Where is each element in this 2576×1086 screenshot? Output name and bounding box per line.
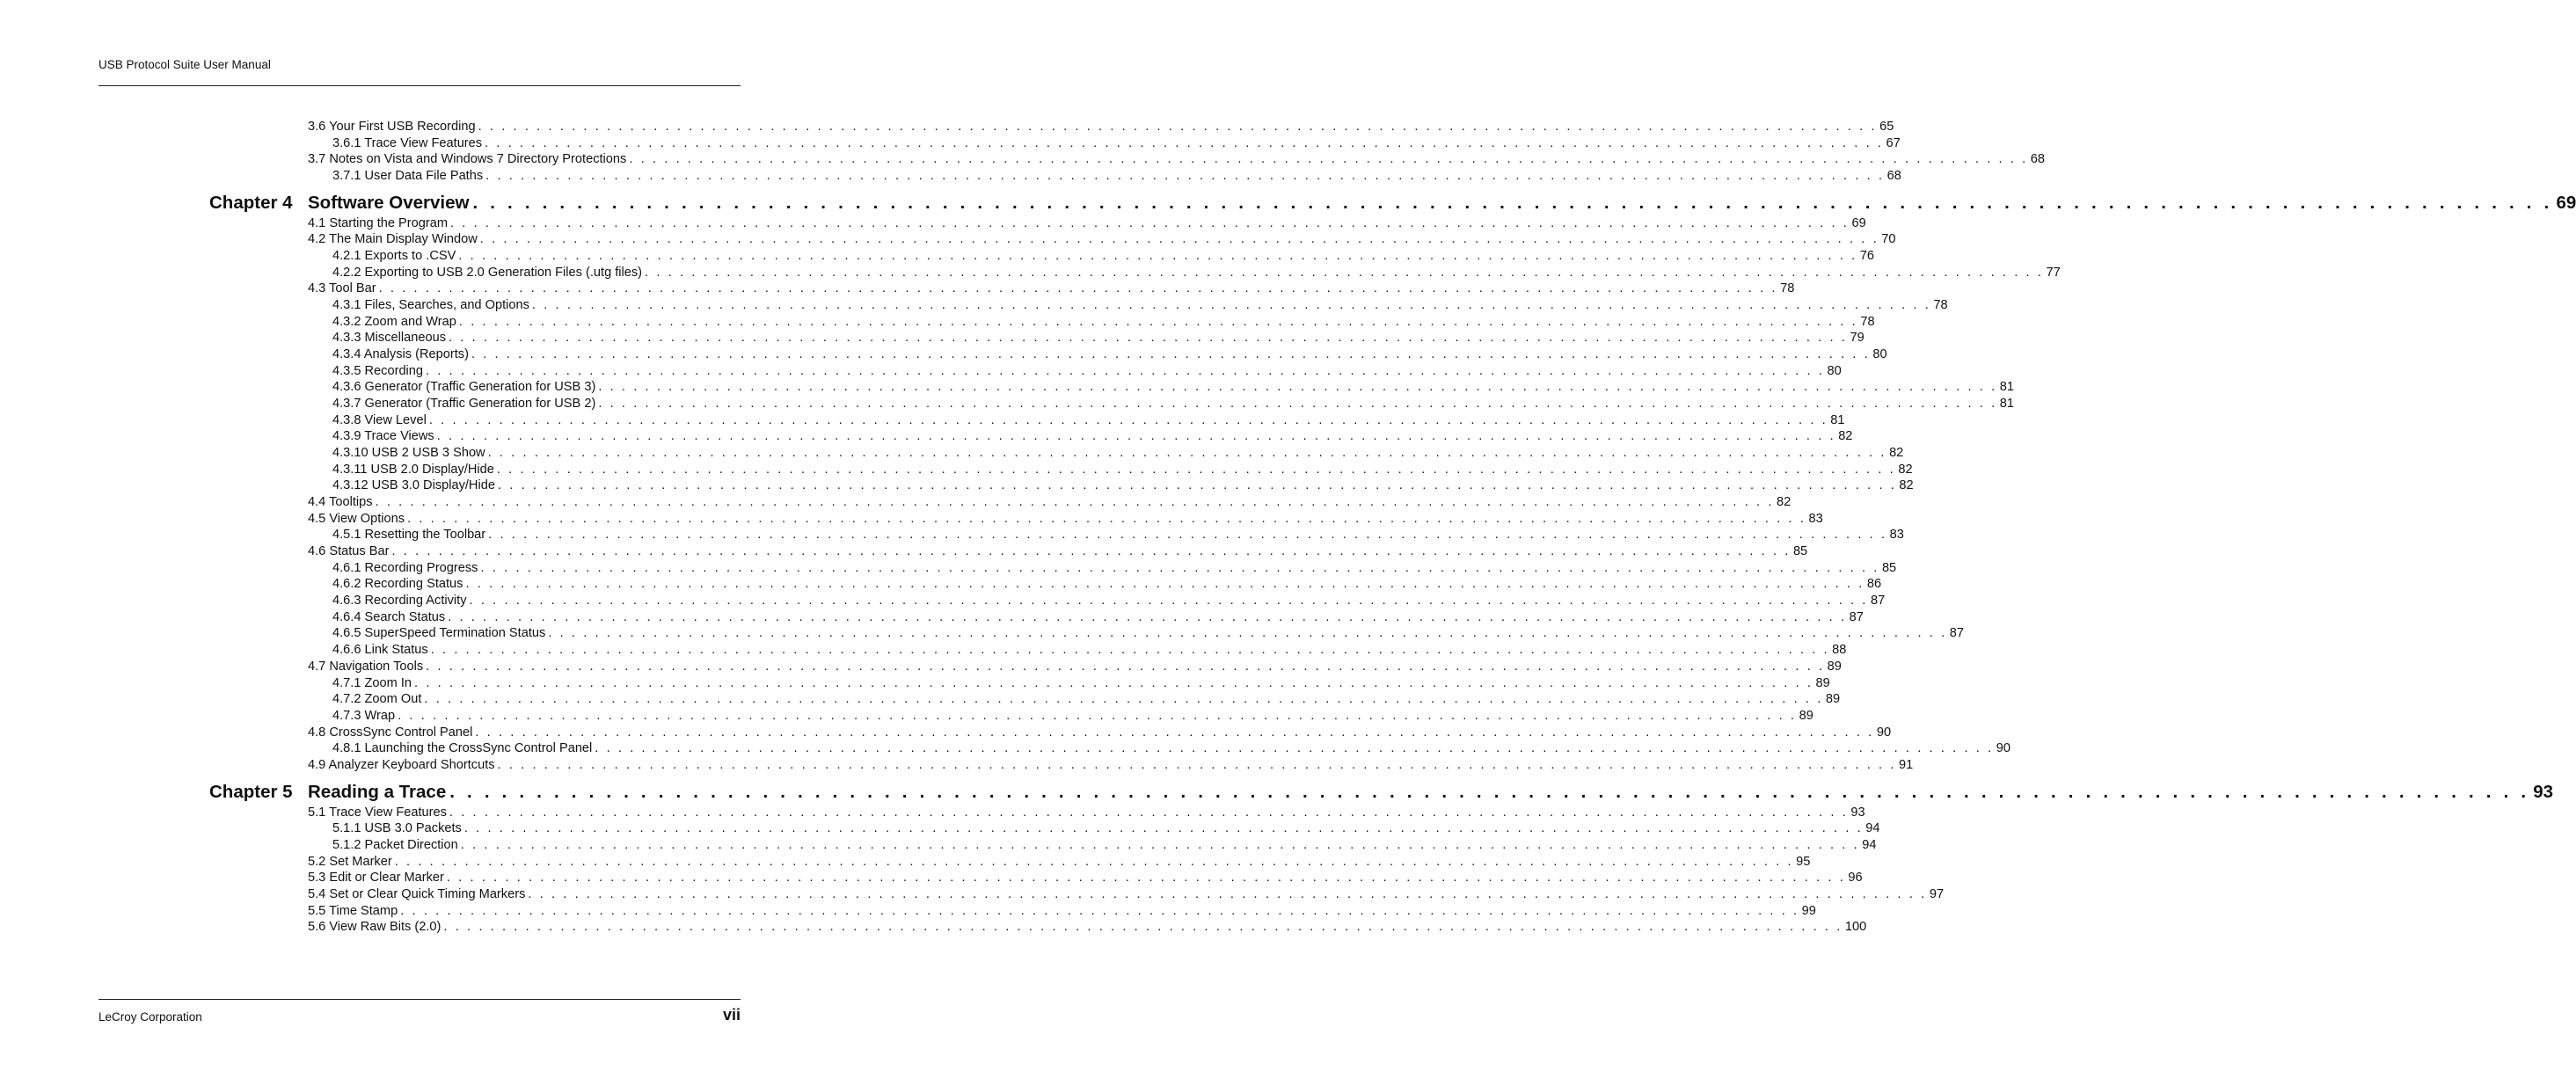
toc-page-number: 82 bbox=[1838, 429, 1853, 444]
toc-page-number: 82 bbox=[1889, 446, 1904, 461]
toc-page-number: 87 bbox=[1870, 594, 1886, 609]
toc-page-number: 93 bbox=[1850, 805, 1865, 820]
toc-entry[interactable] bbox=[0, 346, 1887, 363]
toc-entry-title: 4.3 Tool Bar bbox=[308, 281, 376, 296]
toc-page-number: 77 bbox=[2046, 265, 2061, 280]
running-header: USB Protocol Suite User Manual bbox=[99, 58, 271, 71]
toc-entry-title: 4.6 Status Bar bbox=[308, 544, 390, 559]
dot-leader: . . . . . . . . . . . . . . . . . . . . . . . . . . . . . . . . . . . . . . . . . . . . . . . . . . . . . . . . . . . . . . . . . . . . . . . . . . . . . . . . . . . . . . . . . . . . . . . . . . . . . . . . . . . . . . . . . . . . . . . . bbox=[426, 363, 1825, 378]
toc-page-number: 97 bbox=[1929, 886, 1945, 901]
chapter-label: Chapter 4 bbox=[209, 192, 293, 213]
toc-page-number: 82 bbox=[1899, 478, 1914, 493]
toc-page-number: 69 bbox=[1851, 215, 1866, 230]
dot-leader: . . . . . . . . . . . . . . . . . . . . . . . . . . . . . . . . . . . . . . . . . . . . . . . . . . . . . . . . . . . . . . . . . . . . . . . . . . . . . . . . . . . . . . . . . . . . . . . . . . . . . . . . . . . . . . . . . . . . . . . . bbox=[598, 380, 1997, 395]
table-of-contents bbox=[0, 119, 2576, 936]
dot-leader: . . . . . . . . . . . . . . . . . . . . . . . . . . . . . . . . . . . . . . . . . . . . . . . . . . . . . . . . . . . . . . . . . . . . . . . . . . . . . . . . . . . . . . . . . . . . . . . . . . . . . . . . . . . . . . . . . . . . . . . . bbox=[460, 837, 1860, 852]
toc-page-number: 70 bbox=[1881, 232, 1896, 247]
dot-leader: . . . . . . . . . . . . . . . . . . . . . . . . . . . . . . . . . . . . . . . . . . . . . . . . . . . . . . . . . . . . . . . . . . . . . . . . . . . . . . . . . . . . . . . . . . . . . . . . . . . . . . . . . . . . . . . . . . . . . . . . bbox=[458, 249, 1857, 264]
dot-leader: . . . . . . . . . . . . . . . . . . . . . . . . . . . . . . . . . . . . . . . . . . . . . . . . . . . . . . . . . . . . . . . . . . . . . . . . . . . . . . . . . . . . . . . . . . . . . . . . . . . . . . . . . . . . . . . . . . . . . . . . bbox=[528, 886, 1927, 901]
toc-page-number: 91 bbox=[1899, 757, 1914, 772]
dot-leader: . . . . . . . . . . . . . . . . . . . . . . . . . . . . . . . . . . . . . . . . . . . . . . . . . . . . . . . . . . . . . . . . . . . . . . . . . . . . . . . . . . . . . . . . . . . . . . . . . . . . . . . . . . . . . . . . . . . . . . . . bbox=[448, 609, 1847, 624]
dot-leader: . . . . . . . . . . . . . . . . . . . . . . . . . . . . . . . . . . . . . . . . . . . . . . . . . . . . . . . . . . . . . . . . . . . . . . . . . . . . . . . . . . . . . . . . . . . . . . . . . . . . . . . . . . . . . . . . . . . . . . . . bbox=[469, 594, 1868, 609]
toc-entry[interactable] bbox=[0, 494, 1792, 511]
toc-entry[interactable] bbox=[0, 428, 1853, 445]
toc-entry-title: 5.4 Set or Clear Quick Timing Markers bbox=[308, 886, 526, 901]
toc-page-number: 90 bbox=[1996, 741, 2010, 756]
dot-leader: . . . . . . . . . . . . . . . . . . . . . . . . . . . . . . . . . . . . . . . . . . . . . . . . . . . . . . . . . . . . . . . . . . . . . . . . . . . . . . . . . . . . . . . . . . . . . . . . . . . . . . . . . . . . . . . . . . . . . . . . bbox=[463, 821, 1864, 836]
toc-entry-title: 4.2.2 Exporting to USB 2.0 Generation Files (.utg files) bbox=[332, 265, 643, 280]
toc-entry-title: 4.3.9 Trace Views bbox=[332, 429, 434, 444]
toc-entry-title: 3.7 Notes on Vista and Windows 7 Directory Protections bbox=[308, 152, 627, 167]
toc-page-number: 69 bbox=[2556, 192, 2576, 213]
toc-entry[interactable] bbox=[0, 462, 1913, 478]
toc-entry-title: Reading a Trace bbox=[308, 781, 447, 802]
dot-leader: . . . . . . . . . . . . . . . . . . . . . . . . . . . . . . . . . . . . . . . . . . . . . . . . . . . . . . . . . . . . . . . . . . . . . . . . . . . . . . . . . . . . . . . . . . . . . . . . . . . . . . . . . . . . . . . . . . . . . . . . bbox=[598, 397, 1997, 412]
toc-entry[interactable] bbox=[0, 625, 1964, 642]
toc-entry[interactable] bbox=[0, 511, 1823, 528]
toc-entry[interactable] bbox=[0, 135, 1901, 152]
dot-leader: . . . . . . . . . . . . . . . . . . . . . . . . . . . . . . . . . . . . . . . . . . . . . . . . . . . . . . . . . . . . . . . . . . . . . . . . . . . . . . . . . . . . . . . . . . . . . . . . . . . . . . . . . . . . . . . . . . . . . . . . bbox=[629, 152, 2028, 167]
dot-leader: . . . . . . . . . . . . . . . . . . . . . . . . . . . . . . . . . . . . . . . . . . . . . . . . . . . . . . . . . . . . . . . . . . . . . . . . . . . . . . . . . . . . . . . . . . . . . . . . . . . . . . . . . . . . . . . . . . . . . . . . bbox=[394, 854, 1794, 869]
toc-entry[interactable] bbox=[0, 708, 1813, 725]
toc-page-number: 81 bbox=[1830, 412, 1845, 427]
toc-chapter-heading[interactable] bbox=[0, 187, 2576, 218]
dot-leader: . . . . . . . . . . . . . . . . . . . . . . . . . . . . . . . . . . . . . . . . . . . . . . . . . . . . . . . . . . . . . . . . . . . . . . . . . . . . . . . . . . . . . . . . . . . . . . . . . . . . . . . . . . . . . . . . . . . . . . . . bbox=[480, 560, 1879, 575]
toc-entry-title: 4.3.8 View Level bbox=[332, 412, 427, 427]
chapter-label: Chapter 5 bbox=[209, 781, 293, 802]
toc-page-number: 94 bbox=[1862, 837, 1877, 852]
toc-entry-title: 4.9 Analyzer Keyboard Shortcuts bbox=[308, 757, 495, 772]
toc-page-number: 89 bbox=[1825, 692, 1841, 707]
toc-entry-title: 4.8 CrossSync Control Panel bbox=[308, 725, 473, 740]
toc-entry[interactable] bbox=[0, 820, 1880, 837]
toc-entry[interactable] bbox=[0, 757, 1914, 774]
toc-entry-title: 4.3.7 Generator (Traffic Generation for USB 2) bbox=[332, 397, 596, 412]
toc-entry[interactable] bbox=[0, 725, 1892, 741]
toc-entry-title: 4.7.2 Zoom Out bbox=[332, 692, 422, 707]
toc-entry-title: 3.6.1 Trace View Features bbox=[332, 135, 483, 150]
toc-entry[interactable] bbox=[0, 330, 1864, 346]
dot-leader: . . . . . . . . . . . . . . . . . . . . . . . . . . . . . . . . . . . . . . . . . . . . . . . . . . . . . . . . . . . . . . . . . . . . . . . . . . . . . . . . . . . . . . . . . . . . . . . . . . . . . . . . . . . . . . . . . . . . . . . . bbox=[595, 741, 1994, 756]
toc-page-number: 68 bbox=[1886, 169, 1901, 184]
toc-entry[interactable] bbox=[0, 593, 1886, 609]
dot-leader: . . . . . . . . . . . . . . . . . . . . . . . . . . . . . . . . . . . . . . . . . . . . . . . . . . . . . . . . . . . . . . . . . . . . . . . . . . . . . . . . . . . . . . . . . . . . . . . . . . . . . . . . . . . . . . . . . . . . . . . . bbox=[478, 120, 1878, 134]
toc-entry[interactable] bbox=[0, 740, 2010, 757]
footer-company: LeCroy Corporation bbox=[99, 1010, 202, 1024]
toc-entry-title: 4.5.1 Resetting the Toolbar bbox=[332, 528, 486, 543]
dot-leader: . . . . . . . . . . . . . . . . . . . . . . . . . . . . . . . . . . . . . . . . . . . . . . . . . . . . . . . . . . . . . . . . . . . . . . . . . . . . . . . . . . . . . . . . . . . . . . . . . . . . . . . . . . . . . . . . . . . . . . . . bbox=[645, 265, 2044, 280]
dot-leader: . . . . . . . . . . . . . . . . . . . . . . . . . . . . . . . . . . . . . . . . . . . . . . . . . . . . . . . . . . . . . . . . . . . . . . . . . . . . . . . . . . . . . . . . . . . . . . . . . . . . . . . . . . . . . . . . . . . . . . . . bbox=[426, 659, 1825, 674]
dot-leader: . . . . . . . . . . . . . . . . . . . . . . . . . . . . . . . . . . . . . . . . . . . . . . . . . . . . . . . . . . . . . . . . . . . . . . . . . . . . . . . . . . . . . . . . . . . . . . . . . . . . . . . . . . . . . . . . . . . . . . . . bbox=[497, 478, 1897, 493]
dot-leader: . . . . . . . . . . . . . . . . . . . . . . . . . . . . . . . . . . . . . . . . . . . . . . . . . . . . . . . . . . . . . . . . . . . . . . . . . . . . . . . . . . . . . . . . . . . . . . . . . . . . . . . . . . . . . . . . . . . . . . . . bbox=[430, 643, 1830, 658]
toc-entry-title: 5.5 Time Stamp bbox=[308, 903, 398, 918]
toc-chapter-heading[interactable] bbox=[0, 776, 2554, 807]
toc-entry-title: 4.6.3 Recording Activity bbox=[332, 594, 467, 609]
toc-entry-title: 3.7.1 User Data File Paths bbox=[332, 169, 484, 184]
dot-leader: . . . . . . . . . . . . . . . . . . . . . . . . . . . . . . . . . . . . . . . . . . . . . . . . . . . . . . . . . . . . . . . . . . . . . . . . . . . . . . . . . . . . . . . . . . . . . . . . . . . . . . . . . . . . . . . . . . . . . . . . bbox=[488, 528, 1887, 543]
toc-page-number: 78 bbox=[1860, 314, 1875, 329]
toc-page-number: 95 bbox=[1796, 854, 1811, 869]
toc-entry-title: 4.1 Starting the Program bbox=[308, 215, 448, 230]
dot-leader: . . . . . . . . . . . . . . . . . . . . . . . . . . . . . . . . . . . . . . . . . . . . . . . . . . . . . . . . . . . . . . . . . . . . . . . . . . . . . . . . . . . . . . . . . . . . . . . . . . . . . . . . . . . . . . . . . . . . . . . . bbox=[391, 544, 1791, 559]
dot-leader: . . . . . . . . . . . . . . . . . . . . . . . . . . . . . . . . . . . . . . . . . . . . . . . . . . . . . . . . . . . . . . . . . . . . . . . . . . . . . . . . . . . . . . . . . . . . . . . . . . . . . . . . . . . . . . . . . . . . . . . . bbox=[485, 135, 1884, 150]
toc-entry[interactable] bbox=[0, 609, 1864, 626]
toc-page-number: 88 bbox=[1832, 643, 1847, 658]
toc-entry-title: 5.6 View Raw Bits (2.0) bbox=[308, 920, 441, 935]
toc-page-number: 82 bbox=[1777, 495, 1792, 510]
toc-entry-title: 4.7 Navigation Tools bbox=[308, 659, 424, 674]
toc-page-number: 93 bbox=[2533, 781, 2554, 802]
toc-entry[interactable] bbox=[0, 886, 1945, 903]
toc-entry-title: 4.3.5 Recording bbox=[332, 363, 424, 378]
toc-page-number: 100 bbox=[1844, 920, 1867, 935]
dot-leader: . . . . . . . . . . . . . . . . . . . . . . . . . . . . . . . . . . . . . . . . . . . . . . . . . . . . . . . . . . . . . . . . . . . . . . . . . . . . . . . . . . . . . . . . . . . . . . . . . . . . . . . . . . . . . . . . . . . . . . . . bbox=[496, 462, 1896, 477]
toc-entry-title: 4.3.10 USB 2 USB 3 Show bbox=[332, 446, 485, 461]
toc-entry-title: 4.4 Tooltips bbox=[308, 495, 373, 510]
dot-leader: . . . . . . . . . . . . . . . . . . . . . . . . . . . . . . . . . . . . . . . . . . . . . . . . . . . . . . . . . . . . . . . . . . . . . . . . . . . . . . . . . . . . . . . . . . . . . . . . . . . . . . . . . . . . . . . . . . . . . . . . bbox=[436, 429, 1836, 444]
toc-entry[interactable] bbox=[0, 837, 1877, 854]
toc-entry-title: 5.2 Set Marker bbox=[308, 854, 392, 869]
dot-leader: . . . . . . . . . . . . . . . . . . . . . . . . . . . . . . . . . . . . . . . . . . . . . . . . . . . . . . . . . . . . . . . . . . . . . . . . . . . . . . . . . . . . . . . . . . . . . . . . . . . . . . . . . . . . . . . . . . . . . . . . bbox=[449, 781, 2530, 802]
toc-entry[interactable] bbox=[0, 151, 2046, 168]
toc-entry-title: 4.5 View Options bbox=[308, 511, 405, 526]
page-number: vii bbox=[722, 1006, 741, 1024]
toc-page-number: 86 bbox=[1866, 577, 1882, 592]
toc-entry[interactable] bbox=[0, 543, 1808, 560]
toc-entry-title: 4.8.1 Launching the CrossSync Control Panel bbox=[332, 741, 593, 756]
toc-entry-title: 4.6.5 SuperSpeed Termination Status bbox=[332, 626, 546, 641]
toc-entry[interactable] bbox=[0, 215, 1866, 232]
toc-page-number: 78 bbox=[1780, 281, 1795, 296]
toc-page-number: 94 bbox=[1865, 821, 1880, 836]
toc-entry[interactable] bbox=[0, 691, 1841, 708]
toc-page-number: 68 bbox=[2030, 152, 2046, 167]
toc-page-number: 83 bbox=[1889, 528, 1904, 543]
toc-entry[interactable] bbox=[0, 168, 1901, 185]
toc-entry[interactable] bbox=[0, 576, 1882, 593]
dot-leader: . . . . . . . . . . . . . . . . . . . . . . . . . . . . . . . . . . . . . . . . . . . . . . . . . . . . . . . . . . . . . . . . . . . . . . . . . . . . . . . . . . . . . . . . . . . . . . . . . . . . . . . . . . . . . . . . . . . . . . . . bbox=[407, 511, 1806, 526]
toc-entry-title: 4.2.1 Exports to .CSV bbox=[332, 249, 456, 264]
toc-page-number: 85 bbox=[1792, 544, 1808, 559]
toc-entry[interactable] bbox=[0, 675, 1830, 692]
toc-entry[interactable] bbox=[0, 363, 1842, 380]
toc-entry[interactable] bbox=[0, 396, 2014, 412]
toc-page-number: 81 bbox=[1999, 397, 2014, 412]
toc-entry-title: 5.1 Trace View Features bbox=[308, 805, 447, 820]
toc-entry-title: 4.7.3 Wrap bbox=[332, 708, 396, 723]
toc-page-number: 67 bbox=[1886, 135, 1901, 150]
toc-entry-title: 4.3.6 Generator (Traffic Generation for USB 3) bbox=[332, 380, 596, 395]
toc-entry[interactable] bbox=[0, 870, 1863, 886]
footer-rule bbox=[99, 999, 741, 1000]
toc-page-number: 85 bbox=[1881, 560, 1897, 575]
toc-entry-title: 4.6.6 Link Status bbox=[332, 643, 428, 658]
toc-entry-title: 4.7.1 Zoom In bbox=[332, 675, 412, 690]
toc-entry-title: 4.6.1 Recording Progress bbox=[332, 560, 478, 575]
toc-entry-title: 4.3.12 USB 3.0 Display/Hide bbox=[332, 478, 495, 493]
toc-page-number: 87 bbox=[1849, 609, 1864, 624]
dot-leader: . . . . . . . . . . . . . . . . . . . . . . . . . . . . . . . . . . . . . . . . . . . . . . . . . . . . . . . . . . . . . . . . . . . . . . . . . . . . . . . . . . . . . . . . . . . . . . . . . . . . . . . . . . . . . . . . . . . . . . . . bbox=[428, 412, 1828, 427]
toc-page-number: 87 bbox=[1949, 626, 1964, 641]
toc-entry[interactable] bbox=[0, 919, 1867, 936]
toc-entry[interactable] bbox=[0, 231, 1896, 248]
toc-entry-title: 5.1.1 USB 3.0 Packets bbox=[332, 821, 462, 836]
toc-entry[interactable] bbox=[0, 805, 1865, 821]
dot-leader: . . . . . . . . . . . . . . . . . . . . . . . . . . . . . . . . . . . . . . . . . . . . . . . . . . . . . . . . . . . . . . . . . . . . . . . . . . . . . . . . . . . . . . . . . . . . . . . . . . . . . . . . . . . . . . . . . . . . . . . . bbox=[446, 871, 1846, 886]
dot-leader: . . . . . . . . . . . . . . . . . . . . . . . . . . . . . . . . . . . . . . . . . . . . . . . . . . . . . . . . . . . . . . . . . . . . . . . . . . . . . . . . . . . . . . . . . . . . . . . . . . . . . . . . . . . . . . . . . . . . . . . . bbox=[424, 692, 1823, 707]
dot-leader: . . . . . . . . . . . . . . . . . . . . . . . . . . . . . . . . . . . . . . . . . . . . . . . . . . . . . . . . . . . . . . . . . . . . . . . . . . . . . . . . . . . . . . . . . . . . . . . . . . . . . . . . . . . . . . . . . . . . . . . . bbox=[485, 169, 1885, 184]
toc-entry[interactable] bbox=[0, 903, 1816, 920]
toc-entry-title: 4.3.2 Zoom and Wrap bbox=[332, 314, 456, 329]
toc-page-number: 80 bbox=[1872, 347, 1887, 362]
toc-entry-title: 5.3 Edit or Clear Marker bbox=[308, 871, 444, 886]
dot-leader: . . . . . . . . . . . . . . . . . . . . . . . . . . . . . . . . . . . . . . . . . . . . . . . . . . . . . . . . . . . . . . . . . . . . . . . . . . . . . . . . . . . . . . . . . . . . . . . . . . . . . . . . . . . . . . . . . . . . . . . . bbox=[531, 298, 1931, 313]
dot-leader: . . . . . . . . . . . . . . . . . . . . . . . . . . . . . . . . . . . . . . . . . . . . . . . . . . . . . . . . . . . . . . . . . . . . . . . . . . . . . . . . . . . . . . . . . . . . . . . . . . . . . . . . . . . . . . . . . . . . . . . . bbox=[398, 708, 1797, 723]
toc-entry-title: 5.1.2 Packet Direction bbox=[332, 837, 458, 852]
toc-entry-title: 4.6.4 Search Status bbox=[332, 609, 446, 624]
toc-page-number: 81 bbox=[1999, 380, 2014, 395]
toc-entry[interactable] bbox=[0, 642, 1847, 659]
toc-entry-title: 4.3.1 Files, Searches, and Options bbox=[332, 298, 529, 313]
toc-page-number: 65 bbox=[1879, 120, 1894, 134]
toc-entry-title: 3.6 Your First USB Recording bbox=[308, 120, 476, 134]
dot-leader: . . . . . . . . . . . . . . . . . . . . . . . . . . . . . . . . . . . . . . . . . . . . . . . . . . . . . . . . . . . . . . . . . . . . . . . . . . . . . . . . . . . . . . . . . . . . . . . . . . . . . . . . . . . . . . . . . . . . . . . . bbox=[458, 314, 1858, 329]
toc-entry[interactable] bbox=[0, 379, 2014, 396]
toc-page-number: 99 bbox=[1801, 903, 1816, 918]
header-rule bbox=[99, 85, 741, 86]
dot-leader: . . . . . . . . . . . . . . . . . . . . . . . . . . . . . . . . . . . . . . . . . . . . . . . . . . . . . . . . . . . . . . . . . . . . . . . . . . . . . . . . . . . . . . . . . . . . . . . . . . . . . . . . . . . . . . . . . . . . . . . . bbox=[414, 675, 1813, 690]
toc-entry[interactable] bbox=[0, 119, 1894, 135]
toc-entry[interactable] bbox=[0, 560, 1897, 577]
dot-leader: . . . . . . . . . . . . . . . . . . . . . . . . . . . . . . . . . . . . . . . . . . . . . . . . . . . . . . . . . . . . . . . . . . . . . . . . . . . . . . . . . . . . . . . . . . . . . . . . . . . . . . . . . . . . . . . . . . . . . . . . bbox=[449, 805, 1849, 820]
toc-entry-title: 4.3.4 Analysis (Reports) bbox=[332, 347, 469, 362]
toc-page-number: 96 bbox=[1848, 871, 1863, 886]
dot-leader: . . . . . . . . . . . . . . . . . . . . . . . . . . . . . . . . . . . . . . . . . . . . . . . . . . . . . . . . . . . . . . . . . . . . . . . . . . . . . . . . . . . . . . . . . . . . . . . . . . . . . . . . . . . . . . . . . . . . . . . . bbox=[475, 725, 1874, 740]
toc-entry[interactable] bbox=[0, 854, 1811, 871]
toc-entry[interactable] bbox=[0, 314, 1875, 331]
toc-entry-title: 4.6.2 Recording Status bbox=[332, 577, 463, 592]
dot-leader: . . . . . . . . . . . . . . . . . . . . . . . . . . . . . . . . . . . . . . . . . . . . . . . . . . . . . . . . . . . . . . . . . . . . . . . . . . . . . . . . . . . . . . . . . . . . . . . . . . . . . . . . . . . . . . . . . . . . . . . . bbox=[548, 626, 1947, 641]
toc-entry[interactable] bbox=[0, 527, 1904, 543]
toc-page-number: 82 bbox=[1898, 462, 1913, 477]
toc-entry[interactable] bbox=[0, 445, 1904, 462]
dot-leader: . . . . . . . . . . . . . . . . . . . . . . . . . . . . . . . . . . . . . . . . . . . . . . . . . . . . . . . . . . . . . . . . . . . . . . . . . . . . . . . . . . . . . . . . . . . . . . . . . . . . . . . . . . . . . . . . . . . . . . . . bbox=[465, 577, 1864, 592]
toc-page-number: 90 bbox=[1876, 725, 1892, 740]
dot-leader: . . . . . . . . . . . . . . . . . . . . . . . . . . . . . . . . . . . . . . . . . . . . . . . . . . . . . . . . . . . . . . . . . . . . . . . . . . . . . . . . . . . . . . . . . . . . . . . . . . . . . . . . . . . . . . . . . . . . . . . . bbox=[472, 192, 2553, 213]
dot-leader: . . . . . . . . . . . . . . . . . . . . . . . . . . . . . . . . . . . . . . . . . . . . . . . . . . . . . . . . . . . . . . . . . . . . . . . . . . . . . . . . . . . . . . . . . . . . . . . . . . . . . . . . . . . . . . . . . . . . . . . . bbox=[375, 495, 1775, 510]
dot-leader: . . . . . . . . . . . . . . . . . . . . . . . . . . . . . . . . . . . . . . . . . . . . . . . . . . . . . . . . . . . . . . . . . . . . . . . . . . . . . . . . . . . . . . . . . . . . . . . . . . . . . . . . . . . . . . . . . . . . . . . . bbox=[450, 215, 1850, 230]
toc-entry-title: 4.3.3 Miscellaneous bbox=[332, 331, 446, 346]
toc-entry[interactable] bbox=[0, 477, 1914, 494]
dot-leader: . . . . . . . . . . . . . . . . . . . . . . . . . . . . . . . . . . . . . . . . . . . . . . . . . . . . . . . . . . . . . . . . . . . . . . . . . . . . . . . . . . . . . . . . . . . . . . . . . . . . . . . . . . . . . . . . . . . . . . . . bbox=[471, 347, 1871, 362]
dot-leader: . . . . . . . . . . . . . . . . . . . . . . . . . . . . . . . . . . . . . . . . . . . . . . . . . . . . . . . . . . . . . . . . . . . . . . . . . . . . . . . . . . . . . . . . . . . . . . . . . . . . . . . . . . . . . . . . . . . . . . . . bbox=[497, 757, 1896, 772]
toc-page-number: 89 bbox=[1815, 675, 1830, 690]
toc-entry-title: 4.3.11 USB 2.0 Display/Hide bbox=[332, 462, 494, 477]
dot-leader: . . . . . . . . . . . . . . . . . . . . . . . . . . . . . . . . . . . . . . . . . . . . . . . . . . . . . . . . . . . . . . . . . . . . . . . . . . . . . . . . . . . . . . . . . . . . . . . . . . . . . . . . . . . . . . . . . . . . . . . . bbox=[443, 920, 1843, 935]
toc-page-number: 76 bbox=[1859, 249, 1875, 264]
toc-entry[interactable] bbox=[0, 412, 1845, 429]
toc-page-number: 78 bbox=[1933, 298, 1948, 313]
toc-entry[interactable] bbox=[0, 248, 1875, 265]
toc-entry[interactable] bbox=[0, 659, 1842, 675]
dot-leader: . . . . . . . . . . . . . . . . . . . . . . . . . . . . . . . . . . . . . . . . . . . . . . . . . . . . . . . . . . . . . . . . . . . . . . . . . . . . . . . . . . . . . . . . . . . . . . . . . . . . . . . . . . . . . . . . . . . . . . . . bbox=[487, 446, 1887, 461]
toc-entry[interactable] bbox=[0, 265, 2061, 281]
dot-leader: . . . . . . . . . . . . . . . . . . . . . . . . . . . . . . . . . . . . . . . . . . . . . . . . . . . . . . . . . . . . . . . . . . . . . . . . . . . . . . . . . . . . . . . . . . . . . . . . . . . . . . . . . . . . . . . . . . . . . . . . bbox=[378, 281, 1778, 296]
toc-page-number: 89 bbox=[1827, 659, 1842, 674]
toc-entry-title: 4.2 The Main Display Window bbox=[308, 232, 478, 247]
dot-leader: . . . . . . . . . . . . . . . . . . . . . . . . . . . . . . . . . . . . . . . . . . . . . . . . . . . . . . . . . . . . . . . . . . . . . . . . . . . . . . . . . . . . . . . . . . . . . . . . . . . . . . . . . . . . . . . . . . . . . . . . bbox=[479, 232, 1879, 247]
toc-entry[interactable] bbox=[0, 297, 1948, 314]
toc-page-number: 89 bbox=[1799, 708, 1813, 723]
toc-page-number: 79 bbox=[1850, 331, 1864, 346]
toc-page-number: 83 bbox=[1808, 511, 1823, 526]
dot-leader: . . . . . . . . . . . . . . . . . . . . . . . . . . . . . . . . . . . . . . . . . . . . . . . . . . . . . . . . . . . . . . . . . . . . . . . . . . . . . . . . . . . . . . . . . . . . . . . . . . . . . . . . . . . . . . . . . . . . . . . . bbox=[449, 331, 1848, 346]
dot-leader: . . . . . . . . . . . . . . . . . . . . . . . . . . . . . . . . . . . . . . . . . . . . . . . . . . . . . . . . . . . . . . . . . . . . . . . . . . . . . . . . . . . . . . . . . . . . . . . . . . . . . . . . . . . . . . . . . . . . . . . . bbox=[400, 903, 1799, 918]
toc-page-number: 80 bbox=[1827, 363, 1842, 378]
toc-entry-title: Software Overview bbox=[308, 192, 470, 213]
toc-entry[interactable] bbox=[0, 281, 1795, 297]
